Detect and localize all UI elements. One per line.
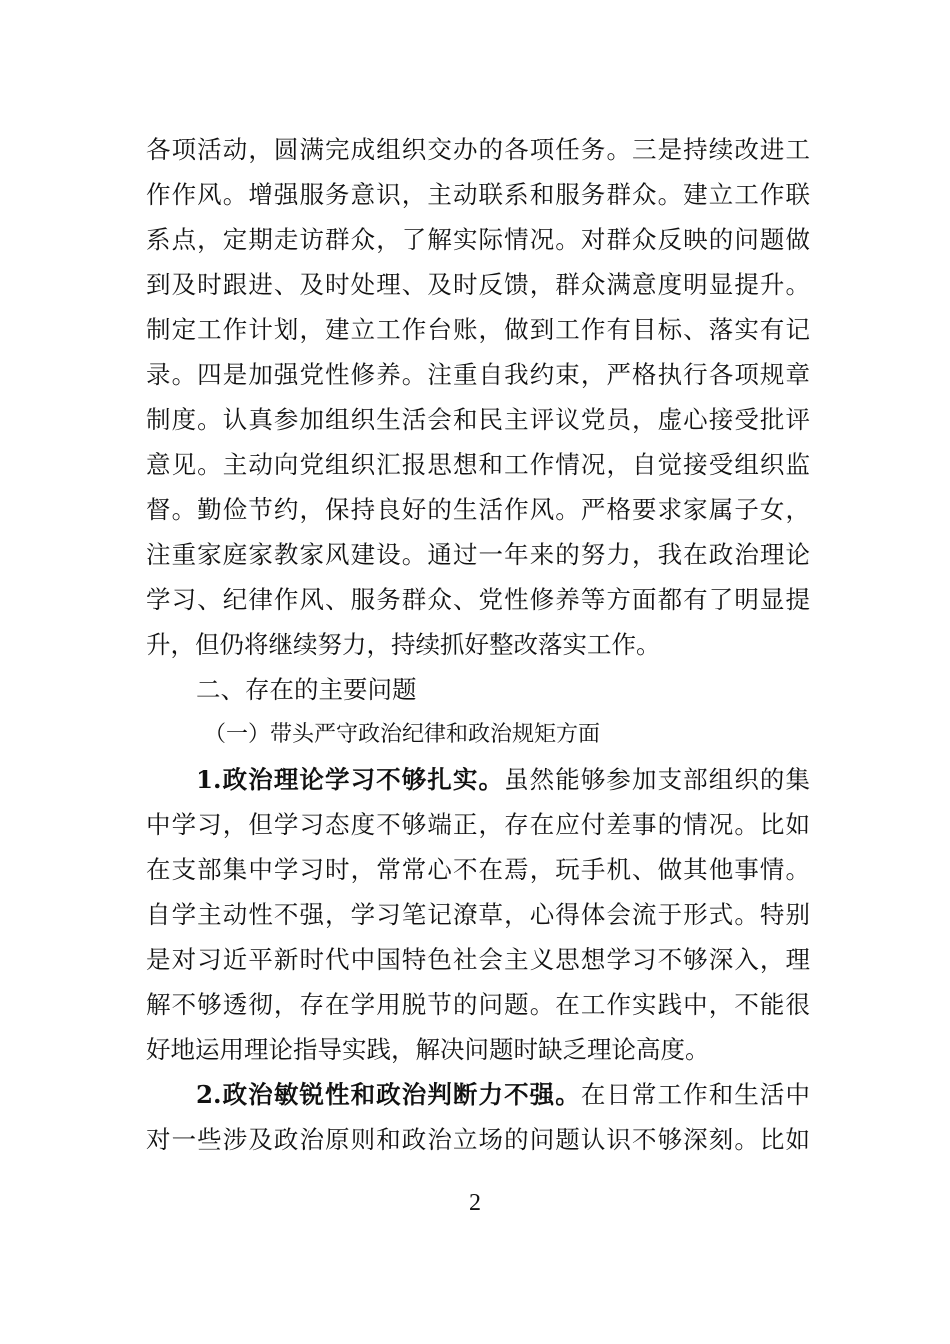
text-line: 作作风。增强服务意识，主动联系和服务群众。建立工作联 xyxy=(146,180,810,209)
text-line: 各项活动，圆满完成组织交办的各项任务。三是持续改进工 xyxy=(146,135,810,164)
item-1-first-line-text: 虽然能够参加支部组织的集 xyxy=(504,765,810,794)
text-line: 到及时跟进、及时处理、及时反馈，群众满意度明显提升。 xyxy=(146,270,810,299)
text-line: 制度。认真参加组织生活会和民主评议党员，虚心接受批评 xyxy=(146,405,810,434)
paragraph-continued xyxy=(146,127,810,667)
document-body xyxy=(146,127,810,1162)
item-1-lead: 1.政治理论学习不够扎实。 xyxy=(196,765,505,794)
section-heading: 二、存在的主要问题 xyxy=(196,675,417,704)
text-line: 注重家庭家教家风建设。通过一年来的努力，我在政治理论 xyxy=(146,540,810,569)
text-line: 系点，定期走访群众，了解实际情况。对群众反映的问题做 xyxy=(146,225,810,254)
text-line: 是对习近平新时代中国特色社会主义思想学习不够深入，理 xyxy=(146,945,810,974)
item-2-first-line xyxy=(146,1072,810,1117)
page-number: 2 xyxy=(469,1190,481,1216)
item-2-paragraph xyxy=(146,1072,810,1162)
text-line: 学习、纪律作风、服务群众、党性修养等方面都有了明显提 xyxy=(146,585,810,614)
text-line: 中学习，但学习态度不够端正，存在应付差事的情况。比如 xyxy=(146,810,810,839)
text-line: 自学主动性不强，学习笔记潦草，心得体会流于形式。特别 xyxy=(146,900,810,929)
item-2-first-line-text: 在日常工作和生活中 xyxy=(580,1080,810,1109)
text-line: 对一些涉及政治原则和政治立场的问题认识不够深刻。比如 xyxy=(146,1125,810,1154)
subsection-heading: （一）带头严守政治纪律和政治规矩方面 xyxy=(204,722,601,747)
item-1-first-line xyxy=(146,757,810,802)
text-line: 在支部集中学习时，常常心不在焉，玩手机、做其他事情。 xyxy=(146,855,810,884)
text-line: 制定工作计划，建立工作台账，做到工作有目标、落实有记 xyxy=(146,315,810,344)
item-1-paragraph xyxy=(146,757,810,1072)
item-2-lead: 2.政治敏锐性和政治判断力不强。 xyxy=(196,1080,581,1109)
text-line: 解不够透彻，存在学用脱节的问题。在工作实践中，不能很 xyxy=(146,990,810,1019)
text-line: 录。四是加强党性修养。注重自我约束，严格执行各项规章 xyxy=(146,360,810,389)
text-line: 意见。主动向党组织汇报思想和工作情况，自觉接受组织监 xyxy=(146,450,810,479)
text-line: 升，但仍将继续努力，持续抓好整改落实工作。 xyxy=(146,630,661,659)
text-line: 好地运用理论指导实践，解决问题时缺乏理论高度。 xyxy=(146,1035,710,1064)
text-line: 督。勤俭节约，保持良好的生活作风。严格要求家属子女， xyxy=(146,495,810,524)
